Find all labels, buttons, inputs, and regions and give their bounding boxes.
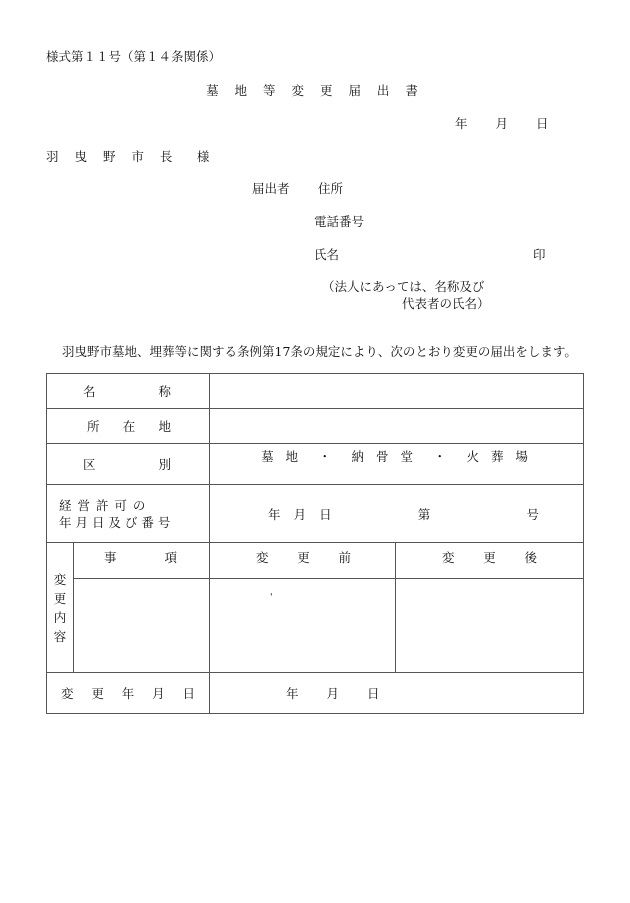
permit-label-cell: 経 営 許 可 の 年 月 日 及 び 番 号 — [47, 485, 210, 543]
change-date-input[interactable]: 年 月 日 — [210, 673, 584, 714]
after-header: 変 更 後 — [396, 543, 584, 579]
type-options-cell[interactable]: 墓 地 ・ 納 骨 堂 ・ 火 葬 場 — [210, 444, 584, 485]
before-input-cell[interactable] — [210, 579, 396, 673]
row-change-date — [47, 673, 584, 714]
form-number: 様式第１１号（第１４条関係） — [46, 49, 222, 64]
item-input-cell[interactable] — [74, 579, 210, 673]
after-input-cell[interactable] — [396, 579, 584, 673]
stray-mark: ' — [270, 593, 273, 603]
change-content-label: 変 更 内 容 — [47, 543, 74, 673]
location-input-cell[interactable] — [210, 409, 584, 444]
change-form-table — [46, 373, 584, 714]
change-body-row — [47, 579, 584, 673]
row-location — [47, 409, 584, 444]
corp-note-line1: （法人にあっては、名称及び — [322, 279, 485, 294]
location-label-cell: 所 在 地 — [47, 409, 210, 444]
name-label: 氏名 — [314, 247, 340, 262]
change-date-label: 変 更 年 月 日 — [47, 673, 210, 714]
date-year: 年 — [455, 116, 468, 131]
item-header: 事 項 — [74, 543, 210, 579]
applicant-label: 届出者 — [252, 181, 290, 196]
row-permit — [47, 485, 584, 543]
date-day: 日 — [536, 116, 549, 131]
document-title: 墓 地 等 変 更 届 出 書 — [206, 83, 424, 98]
date-month: 月 — [495, 116, 509, 131]
addressee: 羽 曳 野 市 長 様 — [46, 149, 216, 164]
corp-note-line2: 代表者の氏名） — [402, 296, 490, 311]
change-header-row — [47, 543, 584, 579]
address-label: 住所 — [318, 181, 344, 196]
seal-mark: 印 — [533, 247, 546, 262]
type-label-cell: 区 別 — [47, 444, 210, 485]
row-type — [47, 444, 584, 485]
phone-label: 電話番号 — [314, 214, 365, 229]
submission-date — [455, 114, 549, 132]
body-text: 羽曳野市墓地、埋葬等に関する条例第17条の規定により、次のとおり変更の届出をします。 — [62, 344, 577, 359]
name-input-cell[interactable] — [210, 374, 584, 409]
before-header: 変 更 前 — [210, 543, 396, 579]
permit-value-cell[interactable]: 年 月 日 第 号 — [210, 485, 584, 543]
name-label-cell: 名 称 — [47, 374, 210, 409]
row-name — [47, 374, 584, 409]
